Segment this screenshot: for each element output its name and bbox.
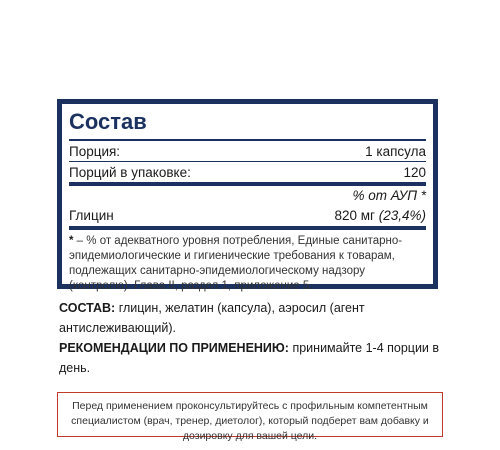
- ingredient-name: Глицин: [69, 207, 114, 223]
- usage-line: [59, 338, 459, 378]
- servings-per-pack-label: Порций в упаковке:: [69, 164, 191, 180]
- composition-text: [59, 298, 459, 378]
- ingredients-label: СОСТАВ:: [59, 301, 116, 315]
- usage-text: принимайте 1-4 порции в день.: [59, 341, 440, 375]
- ingredient-percent: (23,4%): [378, 207, 426, 223]
- composition-panel: [57, 99, 438, 292]
- panel-title: Состав: [69, 109, 147, 134]
- warning-box: [57, 392, 443, 442]
- divider: [69, 226, 426, 230]
- footnote-star: *: [69, 235, 74, 247]
- ingredient-amount: [334, 208, 426, 223]
- usage-label: РЕКОМЕНДАЦИИ ПО ПРИМЕНЕНИЮ:: [59, 341, 289, 355]
- serving-label: Порция:: [69, 143, 121, 159]
- ingredients-line: [59, 298, 459, 338]
- warning-text: Перед применением проконсультируйтесь с профильным компетентным специалистом (врач, тренер, диетолог), который подберет вам добавку и дозировку для вашей цели.: [71, 400, 429, 442]
- ingredients-text: глицин, желатин (капсула), аэросил (агент антислеживающий).: [59, 301, 365, 335]
- aup-header-row: [69, 186, 426, 204]
- aup-header: % от АУП *: [352, 187, 426, 203]
- servings-per-pack-row: [69, 162, 426, 182]
- ingredient-row: [69, 205, 426, 225]
- footnote-text: – % от адекватного уровня потребления, Единые санитарно-эпидемиологические и гигиенические требования к товарам, подлежащих санитарно-эпидемиологическому надзору (контролю). Глава II, раздел 1, приложение 5.: [69, 235, 403, 292]
- ingredient-mass: 820 мг: [334, 207, 375, 223]
- serving-row: [69, 141, 426, 161]
- servings-per-pack-value: 120: [403, 164, 426, 180]
- serving-value: 1 капсула: [365, 143, 426, 159]
- footnote: [69, 234, 426, 294]
